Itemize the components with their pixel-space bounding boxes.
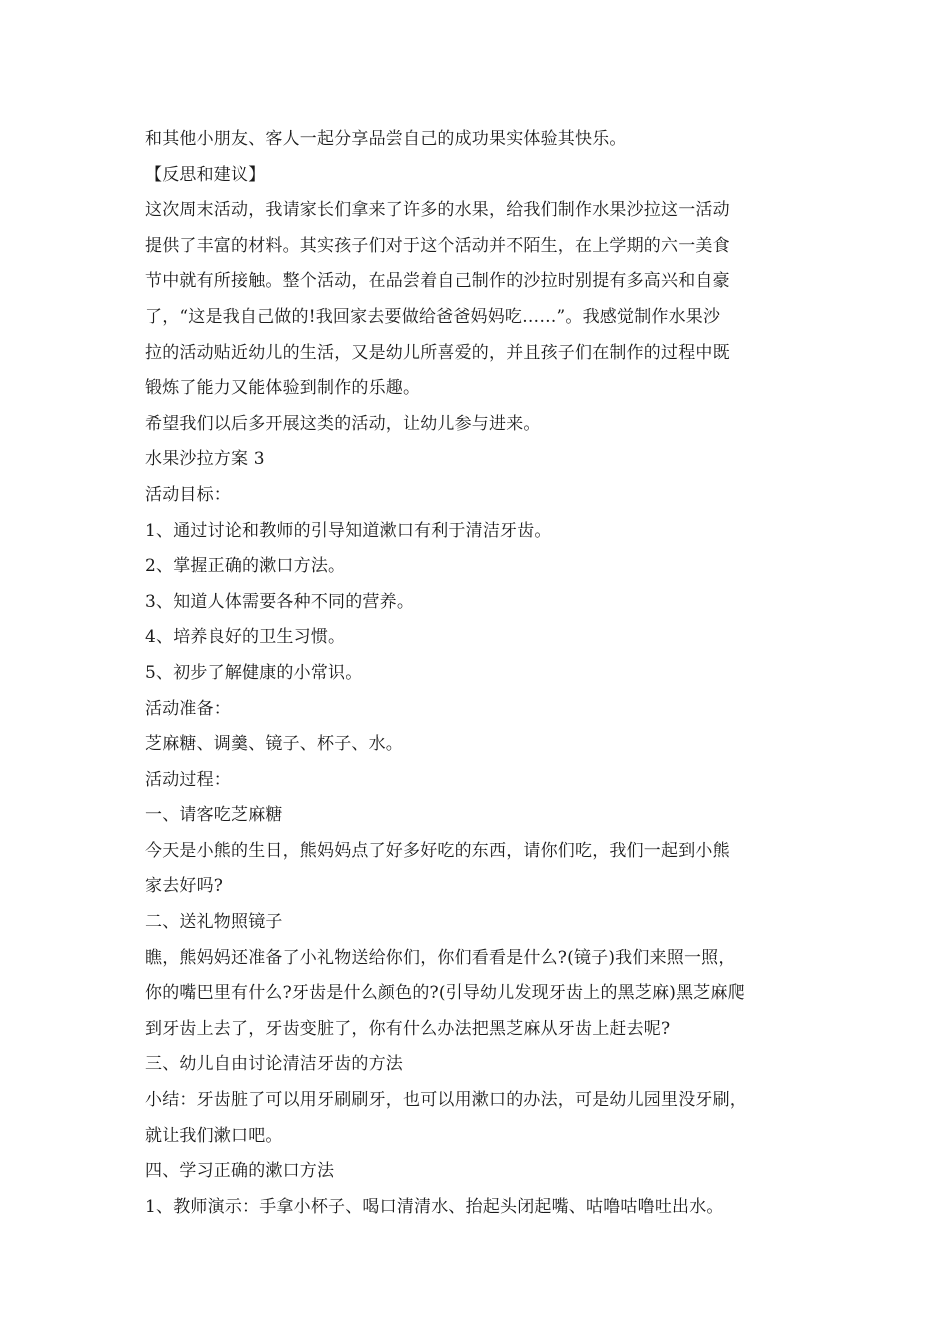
section-title: 水果沙拉方案 3 bbox=[145, 449, 265, 470]
text-line: 锻炼了能力又能体验到制作的乐趣。 bbox=[145, 378, 421, 399]
section-heading: 【反思和建议】 bbox=[145, 164, 266, 185]
text-line: 今天是小熊的生日，熊妈妈点了好多好吃的东西，请你们吃，我们一起到小熊 bbox=[145, 840, 730, 861]
text-line: 家去好吗? bbox=[145, 876, 224, 897]
step-heading: 四、学习正确的漱口方法 bbox=[145, 1161, 335, 1182]
step-heading: 二、送礼物照镜子 bbox=[145, 912, 283, 933]
document-page bbox=[145, 122, 825, 1225]
step-heading: 一、请客吃芝麻糖 bbox=[145, 805, 283, 826]
text-line: 了，“这是我自己做的!我回家去要做给爸爸妈妈吃……”。我感觉制作水果沙 bbox=[145, 306, 721, 327]
text-line: 节中就有所接触。整个活动，在品尝着自己制作的沙拉时别提有多高兴和自豪 bbox=[145, 271, 730, 292]
list-item: 5、初步了解健康的小常识。 bbox=[145, 662, 363, 683]
text-line: 提供了丰富的材料。其实孩子们对于这个活动并不陌生，在上学期的六一美食 bbox=[145, 235, 730, 256]
section-heading: 活动准备： bbox=[145, 698, 231, 719]
section-heading: 活动目标： bbox=[145, 484, 231, 505]
section-heading: 活动过程： bbox=[145, 769, 231, 790]
text-line: 瞧，熊妈妈还准备了小礼物送给你们，你们看看是什么?(镜子)我们来照一照， bbox=[145, 947, 736, 968]
list-item: 3、知道人体需要各种不同的营养。 bbox=[145, 591, 415, 612]
list-item: 4、培养良好的卫生习惯。 bbox=[145, 627, 346, 648]
text-line: 这次周末活动，我请家长们拿来了许多的水果，给我们制作水果沙拉这一活动 bbox=[145, 200, 730, 221]
text-line: 希望我们以后多开展这类的活动，让幼儿参与进来。 bbox=[145, 413, 541, 434]
step-heading: 三、幼儿自由讨论清洁牙齿的方法 bbox=[145, 1054, 403, 1075]
text-line: 拉的活动贴近幼儿的生活，又是幼儿所喜爱的，并且孩子们在制作的过程中既 bbox=[145, 342, 730, 363]
text-line: 到牙齿上去了，牙齿变脏了，你有什么办法把黑芝麻从牙齿上赶去呢? bbox=[145, 1018, 671, 1039]
text-line: 就让我们漱口吧。 bbox=[145, 1125, 283, 1146]
text-line: 小结：牙齿脏了可以用牙刷刷牙，也可以用漱口的办法，可是幼儿园里没牙刷， bbox=[145, 1090, 747, 1111]
list-item: 1、通过讨论和教师的引导知道漱口有利于清洁牙齿。 bbox=[145, 520, 552, 541]
text-line: 你的嘴巴里有什么?牙齿是什么颜色的?(引导幼儿发现牙齿上的黑芝麻)黑芝麻爬 bbox=[145, 983, 745, 1004]
text-line: 芝麻糖、调羹、镜子、杯子、水。 bbox=[145, 734, 403, 755]
text-line: 和其他小朋友、客人一起分享品尝自己的成功果实体验其快乐。 bbox=[145, 129, 627, 149]
list-item: 2、掌握正确的漱口方法。 bbox=[145, 556, 346, 577]
list-item: 1、教师演示：手拿小杯子、喝口清清水、抬起头闭起嘴、咕噜咕噜吐出水。 bbox=[145, 1196, 724, 1217]
